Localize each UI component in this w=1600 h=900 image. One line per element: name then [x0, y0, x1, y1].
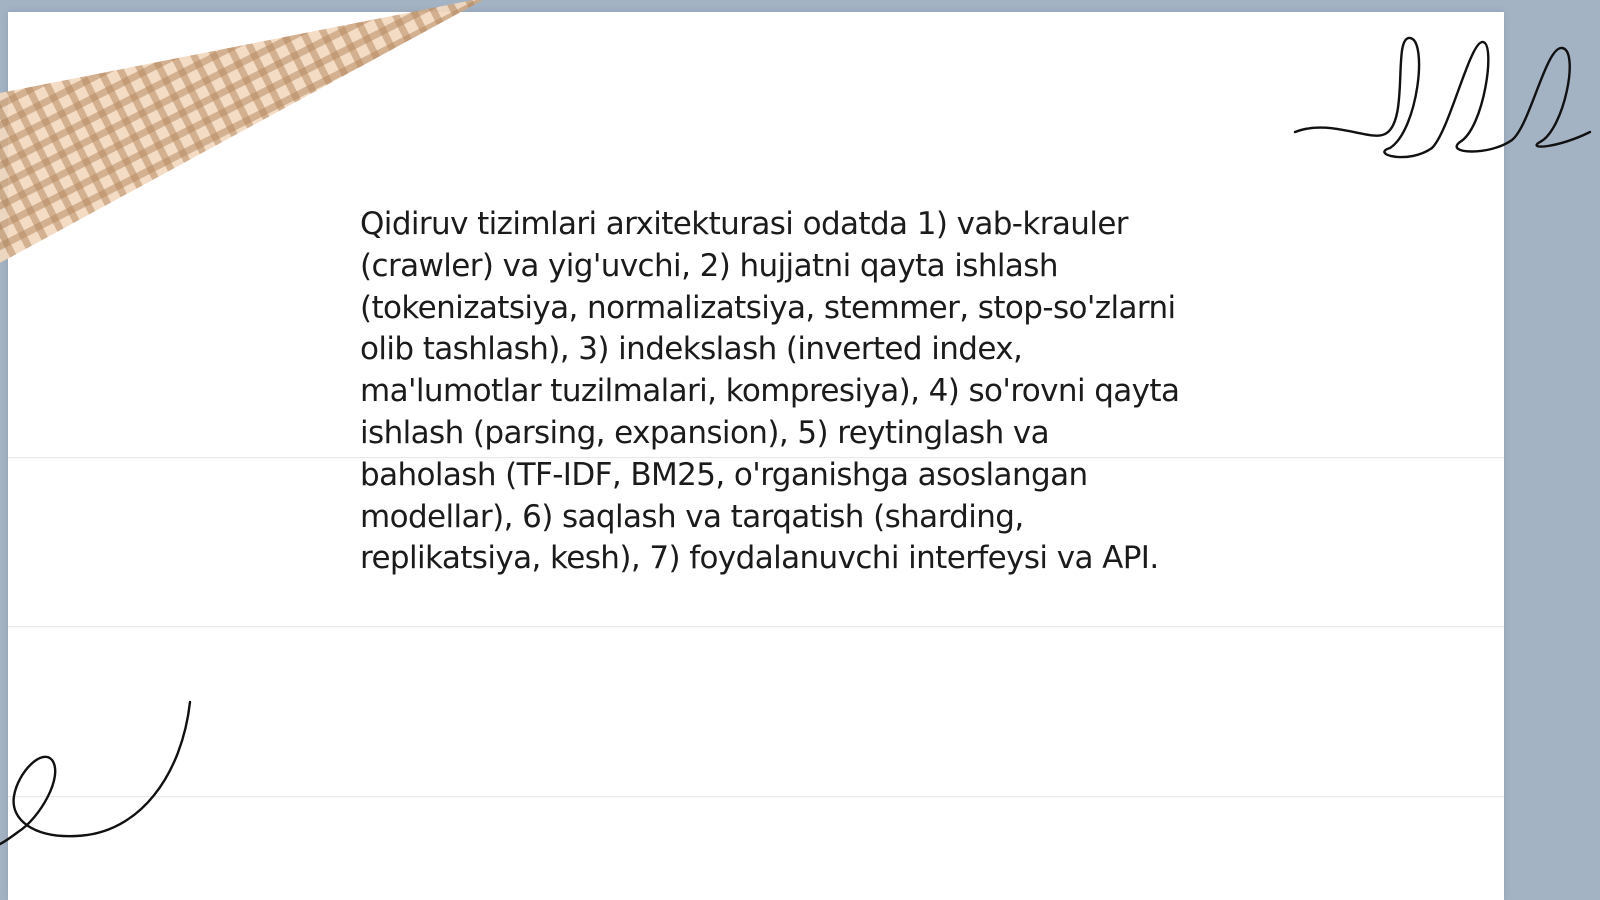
paper-fold-line	[8, 626, 1504, 627]
loop-squiggle-icon	[1290, 30, 1600, 170]
body-paragraph: Qidiruv tizimlari arxitekturasi odatda 1) vab-krauler (crawler) va yig'uvchi, 2) hujjatni qayta ishlash (tokenizatsiya, normalizatsiya, stemmer, stop-so'zlarni olib tashlash), 3) indekslash (inverted index, ma'lumotlar tuzilmalari, kompresiya), 4) so'rovni qayta ishlash (parsing, expansion), 5) reytinglash va baholash (TF-IDF, BM25, o'rganishga asoslangan modellar), 6) saqlash va tarqatish (sharding, replikatsiya, kesh), 7) foydalanuvchi interfeysi va API.	[360, 206, 1180, 577]
curl-squiggle-icon	[0, 696, 200, 856]
paper-fold-line	[8, 796, 1504, 797]
